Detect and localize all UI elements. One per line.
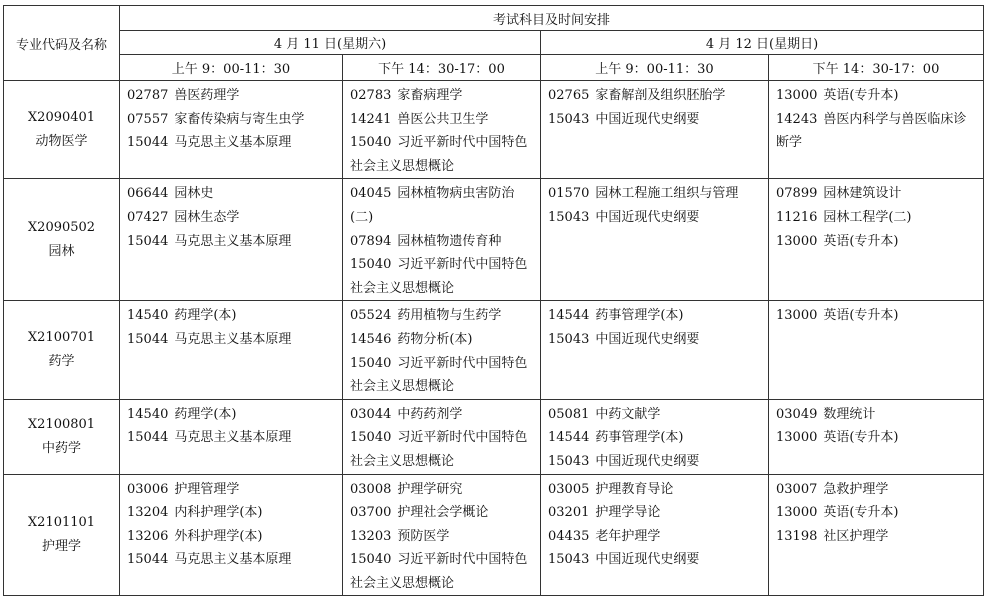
major-name: 动物医学: [35, 133, 88, 149]
subject-title: 护理学研究: [397, 481, 463, 497]
subject-title: 园林工程学(二): [823, 209, 912, 225]
subject-title: 英语(专升本): [823, 308, 899, 324]
subject-entry: [548, 403, 762, 427]
session-cell: [120, 81, 343, 179]
subject-title: 中国近现代史纲要: [595, 552, 700, 568]
subject-code: 14540: [127, 308, 169, 324]
table-row: [4, 301, 984, 399]
subject-title: 老年护理学: [595, 528, 661, 544]
subject-title: 英语(专升本): [823, 88, 899, 103]
subject-entry: [548, 182, 762, 206]
subject-title: 社区护理学: [823, 528, 889, 544]
subject-title: 预防医学: [397, 528, 450, 544]
subject-code: 05081: [548, 406, 590, 422]
subject-entry: [350, 131, 534, 178]
subject-entry: [350, 501, 534, 525]
subject-title: 园林史: [174, 186, 214, 202]
subject-code: 03008: [350, 481, 392, 497]
major-cell: [4, 81, 120, 179]
subject-code: 15043: [548, 209, 590, 225]
subject-code: 02765: [548, 88, 590, 103]
subject-entry: [776, 182, 977, 206]
subject-code: 13000: [776, 505, 818, 521]
subject-title: 习近平新时代中国特色社会主义思想概论: [350, 355, 528, 395]
subject-entry: [548, 206, 762, 230]
session-header-apr11-am: 上午 9：00-11：30: [120, 55, 343, 81]
subject-title: 兽医内科学与兽医临床诊断学: [776, 111, 967, 151]
session-header-apr12-pm: 下午 14：30-17：00: [769, 55, 984, 81]
session-cell: [769, 474, 984, 596]
subject-entry: [127, 182, 336, 206]
subject-code: 15043: [548, 331, 590, 347]
session-cell: [541, 399, 769, 474]
major-name: 园林: [48, 243, 75, 259]
subject-entry: [350, 328, 534, 352]
subject-title: 外科护理学(本): [174, 528, 263, 544]
subject-code: 03049: [776, 406, 818, 422]
subject-code: 13000: [776, 88, 818, 103]
subject-title: 护理管理学: [174, 481, 240, 497]
subject-code: 14546: [350, 331, 392, 347]
subject-entry: [548, 501, 762, 525]
subject-title: 急救护理学: [823, 481, 889, 497]
subject-title: 药事管理学(本): [595, 308, 684, 324]
major-code: X2090401: [27, 110, 96, 126]
subject-entry: [776, 206, 977, 230]
subject-code: 14241: [350, 111, 392, 127]
subject-code: 07427: [127, 209, 169, 225]
subject-code: 15040: [350, 552, 392, 568]
subject-code: 04045: [350, 186, 392, 202]
session-cell: [343, 399, 541, 474]
subject-code: 15040: [350, 355, 392, 371]
subject-title: 马克思主义基本原理: [174, 331, 292, 347]
subject-entry: [350, 84, 534, 108]
subject-code: 15040: [350, 135, 392, 151]
subject-title: 中药文献学: [595, 406, 661, 422]
session-cell: [541, 474, 769, 596]
subject-title: 马克思主义基本原理: [174, 430, 292, 446]
session-header-apr12-am: 上午 9：00-11：30: [541, 55, 769, 81]
subject-title: 药用植物与生药学: [397, 308, 502, 324]
session-cell: [343, 474, 541, 596]
subject-code: 07557: [127, 111, 169, 127]
major-header: 专业代码及名称: [4, 6, 120, 81]
subject-code: 02787: [127, 88, 169, 103]
subject-code: 14544: [548, 430, 590, 446]
subject-code: 13204: [127, 505, 169, 521]
subject-title: 园林生态学: [174, 209, 240, 225]
day-header-apr11: 4 月 11 日(星期六): [120, 31, 541, 55]
subject-title: 药事管理学(本): [595, 430, 684, 446]
subject-entry: [127, 328, 336, 352]
subject-code: 05524: [350, 308, 392, 324]
subject-entry: [548, 478, 762, 502]
subject-code: 15044: [127, 331, 169, 347]
subject-entry: [350, 253, 534, 300]
subject-code: 15043: [548, 111, 590, 127]
major-cell: [4, 474, 120, 596]
table-row: [4, 399, 984, 474]
day-header-apr12: 4 月 12 日(星期日): [541, 31, 984, 55]
subject-title: 马克思主义基本原理: [174, 135, 292, 151]
subject-entry: [776, 84, 977, 108]
subject-title: 英语(专升本): [823, 430, 899, 446]
subject-code: 04435: [548, 528, 590, 544]
subject-title: 中国近现代史纲要: [595, 209, 700, 225]
subject-title: 药物分析(本): [397, 331, 473, 347]
subject-code: 06644: [127, 186, 169, 202]
session-cell: [769, 179, 984, 301]
subject-title: 园林植物病虫害防治(二): [350, 186, 515, 225]
major-cell: [4, 301, 120, 399]
subject-title: 中药药剂学: [397, 406, 463, 422]
major-name: 中药学: [41, 440, 81, 456]
subject-title: 园林植物遗传育种: [397, 233, 502, 249]
subject-code: 13203: [350, 528, 392, 544]
subject-title: 马克思主义基本原理: [174, 233, 292, 249]
subject-entry: [350, 403, 534, 427]
subject-code: 07899: [776, 186, 818, 202]
subject-entry: [127, 525, 336, 549]
subject-title: 家畜传染病与寄生虫学: [174, 111, 305, 127]
subject-entry: [548, 548, 762, 572]
subject-title: 英语(专升本): [823, 505, 899, 521]
subject-entry: [548, 450, 762, 474]
subject-title: 园林建筑设计: [823, 186, 902, 202]
subject-entry: [127, 108, 336, 132]
subject-code: 14540: [127, 406, 169, 422]
subject-title: 中国近现代史纲要: [595, 331, 700, 347]
subject-entry: [127, 548, 336, 572]
subject-code: 15044: [127, 233, 169, 249]
subject-entry: [127, 84, 336, 108]
session-cell: [769, 301, 984, 399]
session-cell: [541, 301, 769, 399]
subject-title: 内科护理学(本): [174, 505, 263, 521]
major-code: X2100701: [27, 330, 96, 346]
subject-code: 03700: [350, 505, 392, 521]
session-cell: [120, 399, 343, 474]
session-cell: [120, 474, 343, 596]
major-name: 护理学: [41, 538, 81, 554]
subject-title: 护理社会学概论: [397, 505, 489, 521]
major-name: 药学: [48, 354, 75, 370]
subject-code: 03044: [350, 406, 392, 422]
subject-entry: [350, 108, 534, 132]
subject-code: 01570: [548, 186, 590, 202]
session-cell: [120, 179, 343, 301]
subject-entry: [776, 501, 977, 525]
subject-entry: [776, 403, 977, 427]
subject-entry: [127, 131, 336, 155]
subject-entry: [776, 478, 977, 502]
subject-title: 家畜病理学: [397, 88, 463, 103]
subject-code: 13000: [776, 430, 818, 446]
subject-title: 习近平新时代中国特色社会主义思想概论: [350, 552, 528, 591]
subject-entry: [350, 182, 534, 229]
subject-code: 15040: [350, 257, 392, 273]
subject-code: 13000: [776, 308, 818, 324]
subject-entry: [548, 525, 762, 549]
major-code: X2090502: [27, 220, 96, 236]
session-cell: [769, 81, 984, 179]
session-cell: [769, 399, 984, 474]
subject-entry: [350, 478, 534, 502]
subject-code: 07894: [350, 233, 392, 249]
subject-title: 药理学(本): [174, 406, 237, 422]
subject-entry: [350, 230, 534, 254]
subject-entry: [350, 426, 534, 473]
subject-code: 13000: [776, 233, 818, 249]
subject-code: 03201: [548, 505, 590, 521]
major-code: X2100801: [27, 417, 96, 433]
exam-schedule-table: [3, 5, 984, 596]
subject-code: 14544: [548, 308, 590, 324]
subject-title: 护理教育导论: [595, 481, 674, 497]
subject-code: 15044: [127, 430, 169, 446]
subject-code: 15040: [350, 430, 392, 446]
subject-code: 11216: [776, 209, 818, 225]
subject-entry: [350, 548, 534, 595]
subject-code: 03005: [548, 481, 590, 497]
subject-entry: [127, 206, 336, 230]
subject-title: 中国近现代史纲要: [595, 111, 700, 127]
subject-entry: [548, 328, 762, 352]
subject-code: 15044: [127, 135, 169, 151]
subject-entry: [776, 230, 977, 254]
subject-entry: [127, 403, 336, 427]
subject-title: 兽医公共卫生学: [397, 111, 489, 127]
subject-title: 护理学导论: [595, 505, 661, 521]
subject-entry: [548, 84, 762, 108]
subject-entry: [548, 304, 762, 328]
schedule-title: 考试科目及时间安排: [120, 6, 984, 31]
subject-entry: [127, 501, 336, 525]
subject-title: 家畜解剖及组织胚胎学: [595, 88, 726, 103]
subject-entry: [548, 108, 762, 132]
subject-code: 15043: [548, 453, 590, 469]
table-row: [4, 179, 984, 301]
subject-entry: [127, 478, 336, 502]
subject-title: 英语(专升本): [823, 233, 899, 249]
subject-entry: [127, 230, 336, 254]
major-cell: [4, 399, 120, 474]
session-cell: [120, 301, 343, 399]
subject-code: 14243: [776, 111, 818, 127]
subject-title: 药理学(本): [174, 308, 237, 324]
session-cell: [343, 301, 541, 399]
subject-title: 习近平新时代中国特色社会主义思想概论: [350, 135, 528, 174]
subject-title: 园林工程施工组织与管理: [595, 186, 739, 202]
subject-entry: [776, 426, 977, 450]
subject-code: 15044: [127, 552, 169, 568]
subject-entry: [548, 426, 762, 450]
subject-code: 13198: [776, 528, 818, 544]
subject-code: 03007: [776, 481, 818, 497]
subject-entry: [350, 304, 534, 328]
subject-title: 数理统计: [823, 406, 876, 422]
subject-entry: [127, 304, 336, 328]
session-header-apr11-pm: 下午 14：30-17：00: [343, 55, 541, 81]
schedule-body: [4, 81, 984, 596]
subject-title: 习近平新时代中国特色社会主义思想概论: [350, 430, 528, 469]
table-row: [4, 474, 984, 596]
session-cell: [541, 81, 769, 179]
subject-entry: [776, 304, 977, 328]
session-cell: [343, 179, 541, 301]
subject-title: 兽医药理学: [174, 88, 240, 103]
subject-code: 13206: [127, 528, 169, 544]
major-cell: [4, 179, 120, 301]
subject-code: 03006: [127, 481, 169, 497]
subject-title: 马克思主义基本原理: [174, 552, 292, 568]
session-cell: [343, 81, 541, 179]
subject-code: 02783: [350, 88, 392, 103]
table-row: [4, 81, 984, 179]
subject-entry: [776, 525, 977, 549]
subject-code: 15043: [548, 552, 590, 568]
subject-entry: [350, 352, 534, 399]
subject-title: 中国近现代史纲要: [595, 453, 700, 469]
subject-title: 习近平新时代中国特色社会主义思想概论: [350, 257, 528, 296]
major-code: X2101101: [27, 515, 96, 531]
subject-entry: [776, 108, 977, 155]
subject-entry: [127, 426, 336, 450]
subject-entry: [350, 525, 534, 549]
session-cell: [541, 179, 769, 301]
